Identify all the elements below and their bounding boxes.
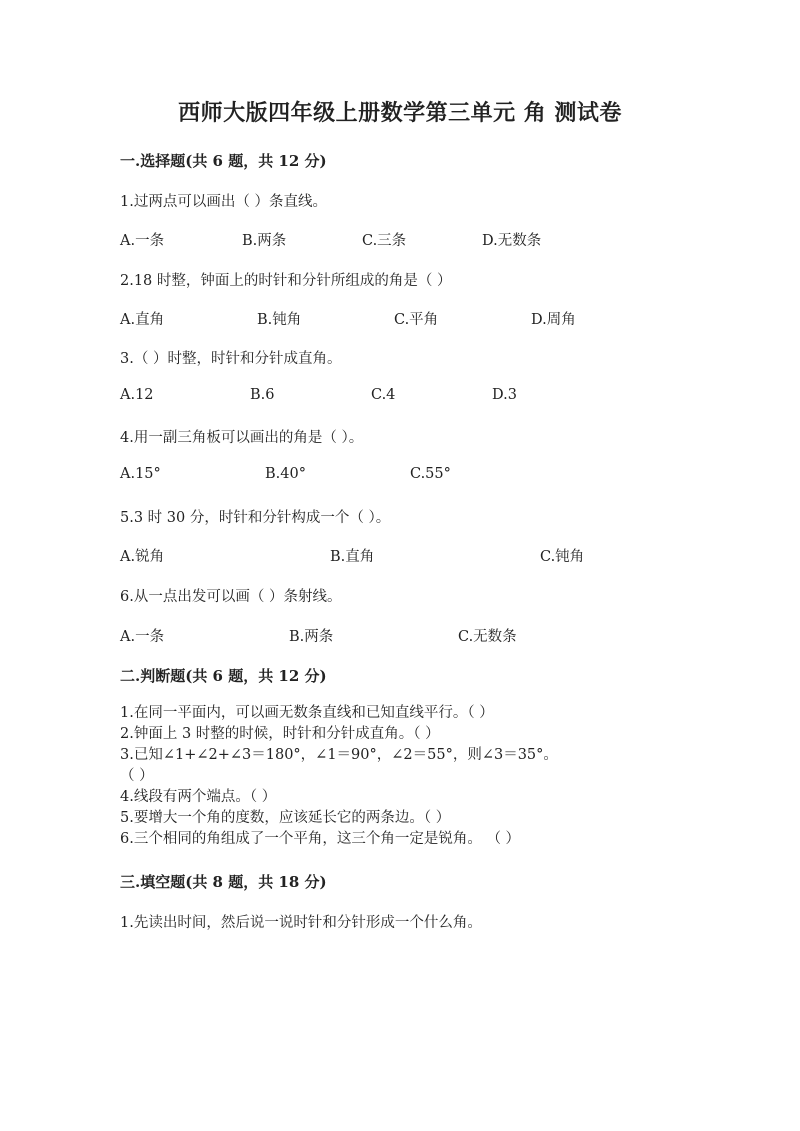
option: A.一条 xyxy=(120,629,165,645)
section-heading-judge: 二.判断题(共 6 题，共 12 分) xyxy=(120,667,327,685)
judge-answer-blank: （ ） xyxy=(120,768,154,784)
judge-question: 6.三个相同的角组成了一个平角，这三个角一定是锐角。 （ ） xyxy=(120,831,521,847)
option: C.4 xyxy=(371,387,396,403)
question-text: 4.用一副三角板可以画出的角是（ ）。 xyxy=(120,430,364,446)
option: D.无数条 xyxy=(482,233,542,249)
option: B.钝角 xyxy=(257,312,302,328)
option: D.3 xyxy=(492,387,517,403)
option: A.15° xyxy=(120,466,161,482)
judge-question: 4.线段有两个端点。（ ） xyxy=(120,789,277,805)
section-heading-fill: 三.填空题(共 8 题，共 18 分) xyxy=(120,873,327,891)
option: A.12 xyxy=(120,387,154,403)
judge-question: 5.要增大一个角的度数，应该延长它的两条边。（ ） xyxy=(120,810,451,826)
fill-question: 1.先读出时间，然后说一说时针和分针形成一个什么角。 xyxy=(120,915,482,931)
page-title: 西师大版四年级上册数学第三单元 角 测试卷 xyxy=(178,100,622,126)
judge-question: 1.在同一平面内，可以画无数条直线和已知直线平行。（ ） xyxy=(120,705,494,721)
option: C.钝角 xyxy=(540,549,585,565)
option: A.一条 xyxy=(120,233,165,249)
option: C.55° xyxy=(410,466,451,482)
option: B.两条 xyxy=(242,233,287,249)
option: B.6 xyxy=(250,387,275,403)
option: A.锐角 xyxy=(120,549,165,565)
option: B.直角 xyxy=(330,549,375,565)
option: B.40° xyxy=(265,466,306,482)
judge-question: 2.钟面上 3 时整的时候，时针和分针成直角。（ ） xyxy=(120,726,440,742)
option: B.两条 xyxy=(289,629,334,645)
option: A.直角 xyxy=(120,312,165,328)
section-heading-choice: 一.选择题(共 6 题，共 12 分) xyxy=(120,152,327,170)
question-text: 1.过两点可以画出（ ）条直线。 xyxy=(120,194,327,210)
question-text: 3.（ ）时整，时针和分针成直角。 xyxy=(120,351,342,367)
question-text: 6.从一点出发可以画（ ）条射线。 xyxy=(120,589,342,605)
option: C.三条 xyxy=(362,233,407,249)
judge-question: 3.已知∠1+∠2+∠3＝180°，∠1＝90°，∠2＝55°，则∠3＝35°。 xyxy=(120,747,558,763)
option: C.无数条 xyxy=(458,629,517,645)
option: D.周角 xyxy=(531,312,576,328)
question-text: 2.18 时整，钟面上的时针和分针所组成的角是（ ） xyxy=(120,273,452,289)
question-text: 5.3 时 30 分，时针和分针构成一个（ ）。 xyxy=(120,510,391,526)
option: C.平角 xyxy=(394,312,439,328)
